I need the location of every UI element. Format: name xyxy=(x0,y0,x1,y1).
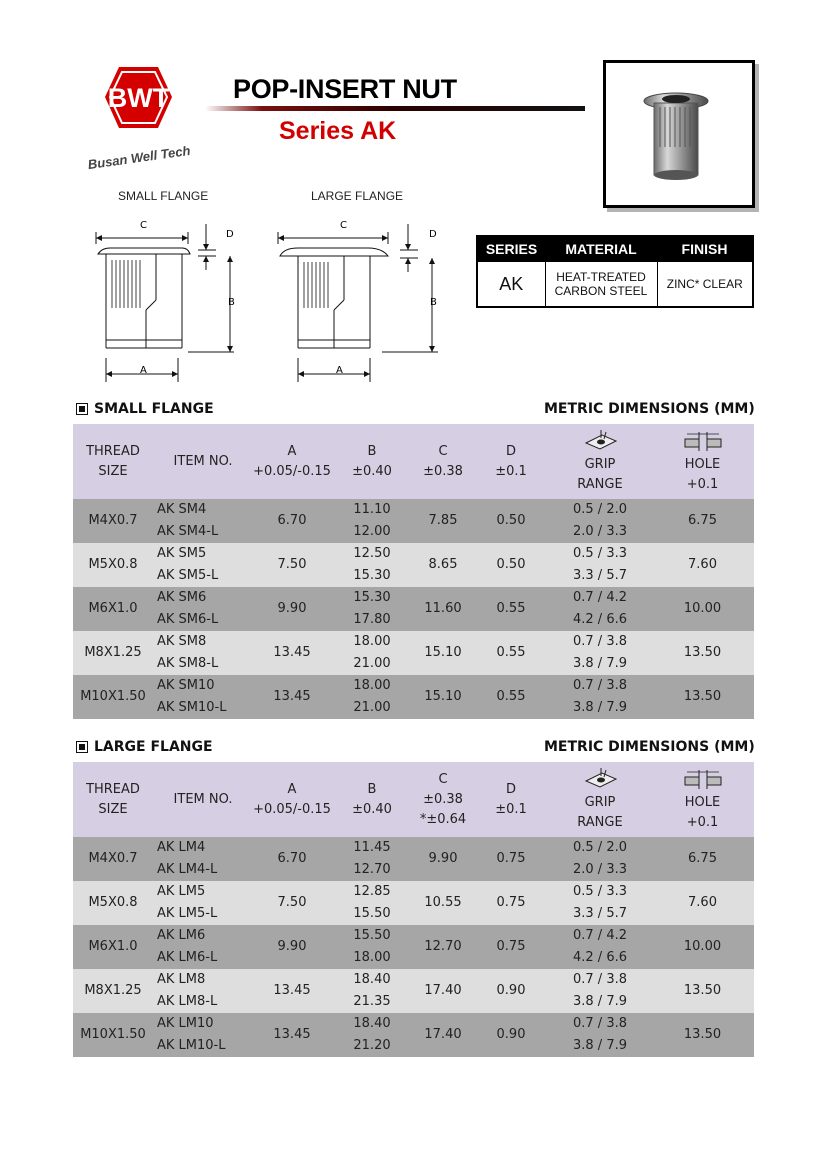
a-cell-value: 9.90 xyxy=(277,939,307,954)
grip-plate-icon xyxy=(582,767,618,791)
hole-cell-value: 10.00 xyxy=(683,601,722,616)
grip-range-cell-value: 2.0 / 3.3 xyxy=(573,524,627,539)
b-header: B ±0.40 xyxy=(331,424,413,499)
d-cell xyxy=(473,925,549,969)
thread-size-cell xyxy=(73,675,153,719)
grip-range-cell-value: 3.8 / 7.9 xyxy=(573,656,627,671)
d-cell xyxy=(473,1013,549,1057)
d-cell xyxy=(473,881,549,925)
a-header: A +0.05/-0.15 xyxy=(253,424,331,499)
title-underline xyxy=(205,106,585,111)
grip-range-cell-value: 0.7 / 3.8 xyxy=(573,678,627,693)
c-cell-value: 17.40 xyxy=(424,983,462,998)
item-no-cell-value: AK SM10-L xyxy=(157,700,227,715)
b-cell xyxy=(331,631,413,675)
table-row xyxy=(73,499,754,543)
a-cell-value: 7.50 xyxy=(277,557,307,572)
insert-nut-image xyxy=(606,63,752,205)
thread-size-cell xyxy=(73,925,153,969)
hole-cell xyxy=(651,499,754,543)
hole-header: HOLE +0.1 xyxy=(651,762,754,837)
item-no-cell xyxy=(153,881,253,925)
grip-range-cell xyxy=(549,587,651,631)
grip-range-cell-value: 4.2 / 6.6 xyxy=(573,612,627,627)
b-cell xyxy=(331,499,413,543)
hole-cell xyxy=(651,881,754,925)
b-cell-value: 21.00 xyxy=(353,700,391,715)
hole-cell-value: 7.60 xyxy=(688,557,717,572)
item-no-cell-value: AK LM10 xyxy=(157,1016,214,1031)
b-cell-value: 11.10 xyxy=(353,502,391,517)
grip-range-cell xyxy=(549,631,651,675)
b-cell-value: 17.80 xyxy=(353,612,391,627)
hole-cell-value: 13.50 xyxy=(683,645,722,660)
grip-range-cell-value: 0.7 / 3.8 xyxy=(573,1016,627,1031)
dim-a-label: A xyxy=(336,365,343,376)
hole-cell-value: 13.50 xyxy=(683,983,722,998)
b-cell-value: 12.70 xyxy=(353,862,391,877)
item-no-cell xyxy=(153,1013,253,1057)
a-cell-value: 7.50 xyxy=(277,895,307,910)
a-cell xyxy=(253,543,331,587)
a-cell xyxy=(253,881,331,925)
logo-wordmark: BWT xyxy=(107,83,170,113)
c-cell xyxy=(413,837,473,881)
d-cell-value: 0.50 xyxy=(496,557,526,572)
a-cell-value: 6.70 xyxy=(277,513,307,528)
item-no-cell-value: AK SM8-L xyxy=(157,656,219,671)
c-cell xyxy=(413,631,473,675)
b-cell xyxy=(331,925,413,969)
a-cell-value: 13.45 xyxy=(273,645,311,660)
table-row xyxy=(73,925,754,969)
b-cell-value: 11.45 xyxy=(353,840,391,855)
a-cell-value: 13.45 xyxy=(273,983,311,998)
grip-range-cell-value: 3.8 / 7.9 xyxy=(573,994,627,1009)
material-header: MATERIAL xyxy=(545,236,657,262)
material-value xyxy=(545,262,657,308)
hole-cell-value: 13.50 xyxy=(683,1027,722,1042)
b-cell-value: 18.40 xyxy=(353,1016,391,1031)
c-cell xyxy=(413,587,473,631)
b-cell-value: 12.50 xyxy=(353,546,391,561)
c-cell-value: 15.10 xyxy=(424,689,462,704)
series-material-table xyxy=(476,235,754,308)
item-no-cell xyxy=(153,925,253,969)
grip-range-cell-value: 0.5 / 3.3 xyxy=(573,884,627,899)
hole-cell xyxy=(651,543,754,587)
grip-range-cell xyxy=(549,881,651,925)
finish-value: ZINC* CLEAR xyxy=(657,262,753,308)
grip-range-cell-value: 3.8 / 7.9 xyxy=(573,700,627,715)
b-cell-value: 21.00 xyxy=(353,656,391,671)
item-no-cell-value: AK LM4-L xyxy=(157,862,218,877)
d-cell xyxy=(473,543,549,587)
b-cell-value: 15.50 xyxy=(353,906,391,921)
b-cell-value: 15.30 xyxy=(353,590,391,605)
b-cell-value: 18.00 xyxy=(353,950,391,965)
item-no-cell xyxy=(153,969,253,1013)
c-cell xyxy=(413,1013,473,1057)
grip-range-cell-value: 0.7 / 3.8 xyxy=(573,634,627,649)
finish-header: FINISH xyxy=(657,236,753,262)
hole-cell-value: 6.75 xyxy=(688,851,717,866)
table-row xyxy=(73,1013,754,1057)
table-row xyxy=(73,969,754,1013)
table-row xyxy=(73,675,754,719)
large-flange-table xyxy=(73,762,754,1057)
grip-range-cell-value: 0.7 / 3.8 xyxy=(573,972,627,987)
b-cell-value: 21.20 xyxy=(353,1038,391,1053)
a-cell xyxy=(253,587,331,631)
grip-range-header: GRIP RANGE xyxy=(549,762,651,837)
table-row xyxy=(73,881,754,925)
item-no-cell-value: AK SM4 xyxy=(157,502,207,517)
b-cell-value: 18.00 xyxy=(353,634,391,649)
dim-c-label: C xyxy=(140,220,147,231)
a-cell xyxy=(253,1013,331,1057)
d-cell xyxy=(473,675,549,719)
item-no-cell-value: AK LM10-L xyxy=(157,1038,226,1053)
thread-size-header: THREAD SIZE xyxy=(73,762,153,837)
item-no-cell xyxy=(153,587,253,631)
b-cell-value: 12.00 xyxy=(353,524,391,539)
grip-range-cell-value: 4.2 / 6.6 xyxy=(573,950,627,965)
grip-range-cell xyxy=(549,837,651,881)
series-subtitle: Series AK xyxy=(279,117,397,145)
hole-cell-value: 10.00 xyxy=(683,939,722,954)
b-cell xyxy=(331,543,413,587)
c-cell-value: 9.90 xyxy=(428,851,458,866)
d-cell-value: 0.75 xyxy=(496,895,526,910)
hole-cell-value: 6.75 xyxy=(688,513,717,528)
a-cell-value: 13.45 xyxy=(273,1027,311,1042)
c-cell-value: 11.60 xyxy=(424,601,462,616)
b-cell-value: 18.00 xyxy=(353,678,391,693)
item-no-cell-value: AK LM6 xyxy=(157,928,206,943)
dim-d-label: D xyxy=(226,229,234,240)
item-no-cell-value: AK LM6-L xyxy=(157,950,218,965)
hole-section-icon xyxy=(683,767,723,791)
b-cell-value: 12.85 xyxy=(353,884,391,899)
b-cell xyxy=(331,969,413,1013)
c-cell-value: 12.70 xyxy=(424,939,462,954)
item-no-cell-value: AK LM5-L xyxy=(157,906,218,921)
thread-size-cell-value: M4X0.7 xyxy=(88,513,138,528)
section-title: SMALL FLANGE xyxy=(94,401,214,417)
b-cell xyxy=(331,837,413,881)
product-photo xyxy=(603,60,755,208)
item-no-header: ITEM NO. xyxy=(153,762,253,837)
small-flange-units: METRIC DIMENSIONS (MM) xyxy=(544,401,755,417)
bullet-square-icon xyxy=(76,741,88,753)
grip-range-cell xyxy=(549,675,651,719)
item-no-cell-value: AK LM8-L xyxy=(157,994,218,1009)
thread-size-cell xyxy=(73,881,153,925)
item-no-cell-value: AK SM10 xyxy=(157,678,215,693)
thread-size-cell-value: M10X1.50 xyxy=(80,1027,146,1042)
hole-cell-value: 7.60 xyxy=(688,895,717,910)
c-cell-value: 15.10 xyxy=(424,645,462,660)
item-no-cell xyxy=(153,499,253,543)
hole-cell xyxy=(651,1013,754,1057)
c-cell xyxy=(413,499,473,543)
d-header: D ±0.1 xyxy=(473,762,549,837)
thread-size-cell-value: M4X0.7 xyxy=(88,851,138,866)
grip-range-cell xyxy=(549,925,651,969)
small-flange-heading xyxy=(76,401,214,417)
company-logo xyxy=(72,62,207,172)
b-cell-value: 21.35 xyxy=(353,994,391,1009)
item-no-cell xyxy=(153,543,253,587)
d-header: D ±0.1 xyxy=(473,424,549,499)
series-header: SERIES xyxy=(477,236,545,262)
a-header: A +0.05/-0.15 xyxy=(253,762,331,837)
grip-range-cell-value: 3.3 / 5.7 xyxy=(573,906,627,921)
item-no-cell-value: AK SM5-L xyxy=(157,568,219,583)
c-cell xyxy=(413,543,473,587)
b-header: B ±0.40 xyxy=(331,762,413,837)
table-row xyxy=(73,587,754,631)
thread-size-cell-value: M8X1.25 xyxy=(84,645,142,660)
series-value: AK xyxy=(477,262,545,308)
thread-size-cell xyxy=(73,499,153,543)
b-cell-value: 15.50 xyxy=(353,928,391,943)
item-no-cell-value: AK SM5 xyxy=(157,546,207,561)
grip-range-cell xyxy=(549,499,651,543)
d-cell-value: 0.75 xyxy=(496,851,526,866)
item-no-cell xyxy=(153,631,253,675)
item-no-cell xyxy=(153,837,253,881)
small-flange-diagram xyxy=(88,210,253,390)
d-cell xyxy=(473,499,549,543)
thread-size-cell-value: M10X1.50 xyxy=(80,689,146,704)
thread-size-cell-value: M5X0.8 xyxy=(88,895,138,910)
grip-range-cell-value: 0.5 / 2.0 xyxy=(573,502,627,517)
d-cell-value: 0.55 xyxy=(496,645,526,660)
material-line: HEAT-TREATED xyxy=(556,270,646,284)
dim-a-label: A xyxy=(140,365,147,376)
d-cell xyxy=(473,969,549,1013)
item-no-cell-value: AK SM4-L xyxy=(157,524,219,539)
d-cell-value: 0.75 xyxy=(496,939,526,954)
dim-b-label: B xyxy=(430,297,437,308)
item-no-cell-value: AK LM5 xyxy=(157,884,206,899)
a-cell-value: 9.90 xyxy=(277,601,307,616)
c-cell xyxy=(413,675,473,719)
d-cell-value: 0.55 xyxy=(496,689,526,704)
c-cell xyxy=(413,881,473,925)
item-no-cell-value: AK LM8 xyxy=(157,972,206,987)
thread-size-cell-value: M6X1.0 xyxy=(88,601,138,616)
hole-cell xyxy=(651,925,754,969)
grip-range-cell xyxy=(549,969,651,1013)
c-cell-value: 10.55 xyxy=(424,895,462,910)
table-row xyxy=(73,837,754,881)
d-cell-value: 0.90 xyxy=(496,983,526,998)
hole-cell-value: 13.50 xyxy=(683,689,722,704)
d-cell-value: 0.55 xyxy=(496,601,526,616)
a-cell xyxy=(253,499,331,543)
c-cell xyxy=(413,969,473,1013)
b-cell xyxy=(331,881,413,925)
item-no-cell-value: AK SM8 xyxy=(157,634,207,649)
hole-cell xyxy=(651,837,754,881)
bullet-square-icon xyxy=(76,403,88,415)
d-cell xyxy=(473,837,549,881)
thread-size-cell-value: M5X0.8 xyxy=(88,557,138,572)
table-row xyxy=(73,631,754,675)
thread-size-cell xyxy=(73,837,153,881)
grip-range-cell-value: 0.5 / 2.0 xyxy=(573,840,627,855)
a-cell-value: 6.70 xyxy=(277,851,307,866)
item-no-cell-value: AK SM6 xyxy=(157,590,207,605)
table-row xyxy=(73,543,754,587)
material-line: CARBON STEEL xyxy=(554,284,648,298)
hole-header: HOLE +0.1 xyxy=(651,424,754,499)
grip-range-cell-value: 0.7 / 4.2 xyxy=(573,928,627,943)
dim-b-label: B xyxy=(228,297,235,308)
dim-d-label: D xyxy=(429,229,437,240)
d-cell xyxy=(473,631,549,675)
hole-cell xyxy=(651,675,754,719)
grip-range-cell-value: 0.5 / 3.3 xyxy=(573,546,627,561)
a-cell xyxy=(253,631,331,675)
c-header: C ±0.38 *±0.64 xyxy=(413,762,473,837)
page-title: POP-INSERT NUT xyxy=(233,74,457,104)
a-cell xyxy=(253,969,331,1013)
b-cell-value: 18.40 xyxy=(353,972,391,987)
d-cell-value: 0.90 xyxy=(496,1027,526,1042)
a-cell-value: 13.45 xyxy=(273,689,311,704)
thread-size-cell xyxy=(73,1013,153,1057)
c-cell-value: 17.40 xyxy=(424,1027,462,1042)
c-cell-value: 8.65 xyxy=(428,557,458,572)
d-cell-value: 0.50 xyxy=(496,513,526,528)
large-flange-label: LARGE FLANGE xyxy=(311,189,404,203)
thread-size-cell xyxy=(73,543,153,587)
small-flange-label: SMALL FLANGE xyxy=(118,189,209,203)
large-flange-diagram xyxy=(272,210,447,390)
item-no-cell-value: AK LM4 xyxy=(157,840,206,855)
grip-range-cell-value: 0.7 / 4.2 xyxy=(573,590,627,605)
grip-range-cell-value: 3.3 / 5.7 xyxy=(573,568,627,583)
hole-cell xyxy=(651,587,754,631)
item-no-header: ITEM NO. xyxy=(153,424,253,499)
a-cell xyxy=(253,837,331,881)
hole-section-icon xyxy=(683,429,723,453)
large-flange-units: METRIC DIMENSIONS (MM) xyxy=(544,739,755,755)
thread-size-cell-value: M8X1.25 xyxy=(84,983,142,998)
large-flange-heading xyxy=(76,739,213,755)
grip-range-cell xyxy=(549,1013,651,1057)
d-cell xyxy=(473,587,549,631)
b-cell xyxy=(331,1013,413,1057)
item-no-cell xyxy=(153,675,253,719)
thread-size-cell xyxy=(73,631,153,675)
b-cell-value: 15.30 xyxy=(353,568,391,583)
grip-range-header: GRIP RANGE xyxy=(549,424,651,499)
grip-range-cell xyxy=(549,543,651,587)
grip-range-cell-value: 3.8 / 7.9 xyxy=(573,1038,627,1053)
a-cell xyxy=(253,675,331,719)
c-cell xyxy=(413,925,473,969)
b-cell xyxy=(331,587,413,631)
b-cell xyxy=(331,675,413,719)
grip-plate-icon xyxy=(582,429,618,453)
thread-size-header: THREAD SIZE xyxy=(73,424,153,499)
item-no-cell-value: AK SM6-L xyxy=(157,612,219,627)
thread-size-cell-value: M6X1.0 xyxy=(88,939,138,954)
grip-range-cell-value: 2.0 / 3.3 xyxy=(573,862,627,877)
dim-c-label: C xyxy=(340,220,347,231)
hole-cell xyxy=(651,631,754,675)
thread-size-cell xyxy=(73,587,153,631)
small-flange-table xyxy=(73,424,754,719)
c-header: C ±0.38 xyxy=(413,424,473,499)
section-title: LARGE FLANGE xyxy=(94,739,213,755)
hole-cell xyxy=(651,969,754,1013)
logo-subtext: Busan Well Tech xyxy=(86,142,192,172)
c-cell-value: 7.85 xyxy=(428,513,458,528)
thread-size-cell xyxy=(73,969,153,1013)
a-cell xyxy=(253,925,331,969)
